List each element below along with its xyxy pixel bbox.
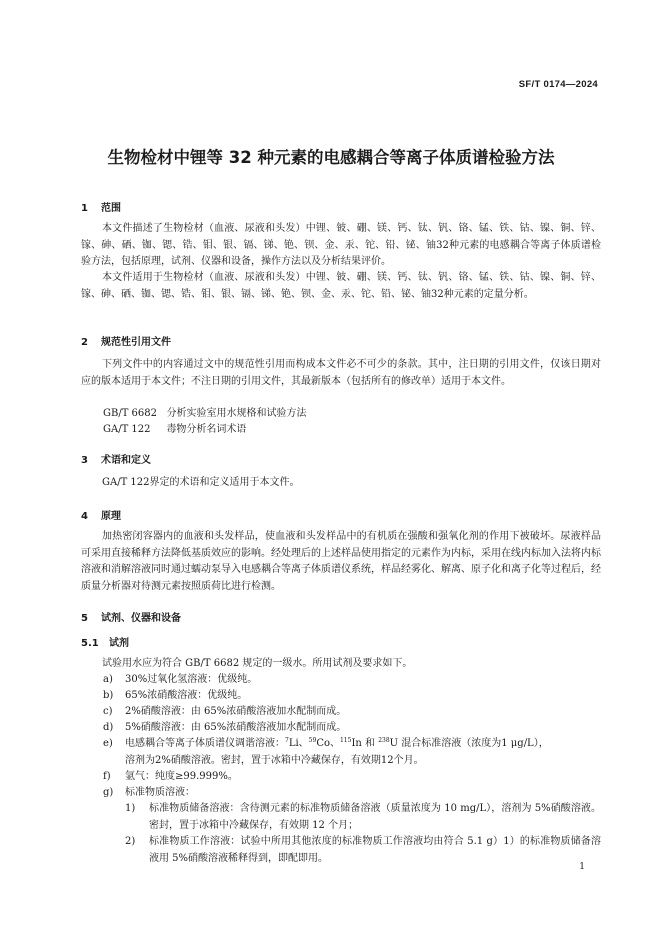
scope-paragraph-1: 本文件描述了生物检材（血液、尿液和头发）中锂、铍、硼、镁、钙、钛、钒、铬、锰、铁、钴、镍、铜、锌、镓、砷、硒、铷、锶、锆、钼、银、镉、锑、铯、钡、金、汞、铊、铅、铋、铀32种元素的电感耦合等离子体质谱检验方法，包括原理，试剂、仪器和设备，操作方法以及分析结果评价。 (81, 223, 601, 267)
reference-title: 毒物分析名词术语 (166, 424, 247, 435)
list-marker: e) (103, 738, 113, 749)
reagents-intro: 试验用水应为符合 GB/T 6682 规定的一级水。所用试剂及要求如下。 (102, 658, 413, 669)
list-text (125, 736, 601, 753)
section-number: 4 (81, 511, 88, 522)
reference-item (103, 422, 246, 439)
list-text: 标准物质储备溶液：含待测元素的标准物质储备溶液（质量浓度为 10 mg/L），溶剂为 5%硝酸溶液。密封，置于冰箱中冷藏保存，有效期 12 个月； (149, 803, 601, 831)
list-item (103, 720, 601, 737)
section-heading-normative (81, 333, 171, 348)
list-text-continuation: 溶剂为2%硝酸溶液。密封，置于冰箱中冷藏保存，有效期12个月。 (125, 754, 424, 766)
reference-code: GA/T 122 (103, 424, 151, 435)
list-text: 30%过氧化氢溶液：优级纯。 (125, 674, 258, 685)
list-item-tuning-solution (103, 736, 601, 769)
section-title: 术语和定义 (101, 455, 151, 466)
list-item (103, 688, 601, 705)
list-text: 标准物质溶液： (125, 787, 195, 798)
isotope-mass: 7 (285, 737, 289, 744)
list-text: 5%硝酸溶液：由 65%浓硝酸溶液加水配制而成。 (125, 722, 347, 733)
list-marker: c) (103, 706, 113, 717)
section-number: 1 (81, 203, 88, 214)
document-title: 生物检材中锂等 32 种元素的电感耦合等离子体质谱检验方法 (107, 148, 555, 167)
list-marker: g) (103, 787, 114, 798)
section-heading-terms (81, 451, 151, 466)
section-title: 规范性引用文件 (101, 337, 171, 348)
standard-number: SF/T 0174—2024 (518, 79, 598, 90)
normative-intro: 下列文件中的内容通过文中的规范性引用而构成本文件必不可少的条款。其中，注日期的引用文件，仅该日期对应的版本适用于本文件；不注日期的引用文件，其最新版本（包括所有的修改单）适用于本文件。 (81, 359, 601, 387)
section-title: 试剂 (109, 638, 129, 649)
reference-item (103, 406, 307, 423)
sub-list-item (125, 801, 601, 834)
section-number: 5.1 (81, 638, 99, 649)
list-marker: d) (103, 722, 114, 733)
section-number: 2 (81, 337, 88, 348)
sub-list-item (125, 834, 601, 867)
list-text: 标准物质工作溶液：试验中所用其他浓度的标准物质工作溶液均由符合 5.1 g）1）的标准物质储备溶液用 5%硝酸溶液稀释得到，即配即用。 (149, 836, 601, 864)
list-text: 氩气：纯度≥99.999%。 (125, 771, 238, 782)
isotope-element: Li、 (288, 738, 309, 749)
list-marker: 2) (125, 836, 136, 847)
tuning-solution-label: 电感耦合等离子体质谱仪调谐溶液： (125, 738, 285, 749)
isotope-element: In 和 (351, 738, 379, 749)
section-title: 试剂、仪器和设备 (101, 613, 181, 624)
section-title: 原理 (101, 511, 121, 522)
principle-text: 加热密闭容器内的血液和头发样品，使血液和头发样品中的有机质在强酸和强氧化剂的作用下被破坏。尿液样品可采用直接稀释方法降低基质效应的影响。经处理后的上述样品使用指定的元素作为内标，采用在线内标加入法将内标溶液和消解溶液同时通过蠕动泵导入电感耦合等离子体质谱仪系统，样品经雾化、解离、原子化和离子化等过程后，经质量分析器对待测元素按照质荷比进行检测。 (81, 531, 601, 592)
isotope-mass: 59 (308, 737, 317, 744)
list-item (103, 769, 601, 786)
scope-paragraph-2: 本文件适用于生物检材（血液、尿液和头发）中锂、铍、硼、镁、钙、钛、钒、铬、锰、铁、钴、镍、铜、锌、镓、砷、硒、铷、锶、锆、钼、银、镉、锑、铯、钡、金、汞、铊、铅、铋、铀32种元素的定量分析。 (81, 272, 601, 300)
section-heading-principle (81, 507, 121, 522)
isotope-mass: 238 (378, 737, 390, 744)
isotope-element: Co、 (316, 738, 340, 749)
list-marker: a) (103, 674, 113, 685)
list-item (103, 785, 601, 802)
list-item (103, 672, 601, 689)
list-text: 65%浓硝酸溶液：优级纯。 (125, 690, 248, 701)
section-heading-scope (81, 199, 121, 214)
reference-title: 分析实验室用水规格和试验方法 (166, 408, 307, 419)
list-item (103, 704, 601, 721)
section-title: 范围 (101, 203, 121, 214)
section-number: 3 (81, 455, 88, 466)
list-marker: b) (103, 690, 114, 701)
section-number: 5 (81, 613, 88, 624)
isotope-element: U 混合标准溶液（浓度为1 μg/L）， (389, 738, 549, 749)
terms-text: GA/T 122界定的术语和定义适用于本文件。 (102, 477, 300, 488)
list-text: 2%硝酸溶液：由 65%浓硝酸溶液加水配制而成。 (125, 706, 347, 717)
section-heading-reagents-equipment (81, 609, 181, 624)
isotope-mass: 115 (339, 737, 352, 744)
subsection-heading-reagents (81, 634, 129, 649)
list-marker: 1) (125, 803, 136, 814)
reference-code: GB/T 6682 (103, 408, 158, 419)
page-number: 1 (579, 862, 585, 872)
list-marker: f) (103, 771, 111, 782)
